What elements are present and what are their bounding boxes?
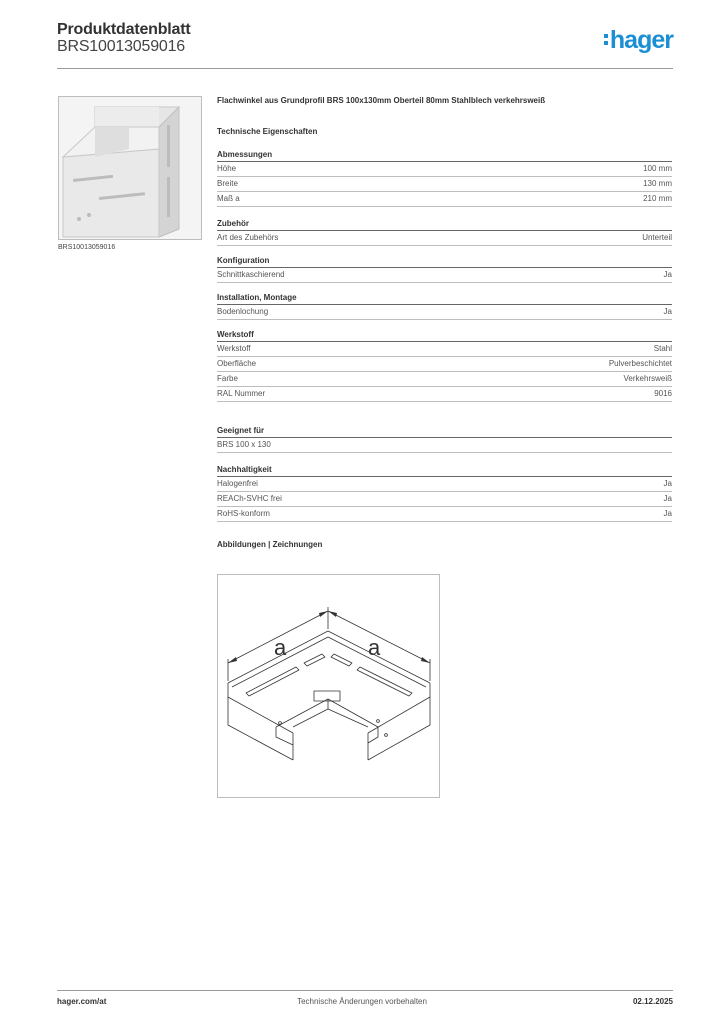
row-value: 9016 bbox=[654, 389, 672, 398]
row-label: Schnittkaschierend bbox=[217, 270, 285, 279]
dimension-label-left: a bbox=[274, 635, 287, 660]
table-row bbox=[217, 372, 672, 387]
row-label: Art des Zubehörs bbox=[217, 233, 279, 242]
dimension-label-right: a bbox=[368, 635, 381, 660]
technical-properties-title: Technische Eigenschaften bbox=[217, 127, 318, 136]
row-value: Unterteil bbox=[642, 233, 672, 242]
header-divider bbox=[57, 68, 673, 69]
technical-drawing bbox=[217, 574, 440, 798]
row-label: Bodenlochung bbox=[217, 307, 269, 316]
row-value: Verkehrsweiß bbox=[623, 374, 672, 383]
table-row bbox=[217, 357, 672, 372]
section-abmessungen bbox=[217, 150, 672, 207]
row-label: BRS 100 x 130 bbox=[217, 440, 271, 449]
hager-logo[interactable] bbox=[604, 28, 673, 53]
row-label: Höhe bbox=[217, 164, 237, 173]
table-row bbox=[217, 231, 672, 246]
row-label: Farbe bbox=[217, 374, 238, 383]
row-value: Pulverbeschichtet bbox=[608, 359, 672, 368]
section-title: Installation, Montage bbox=[217, 293, 672, 305]
footer-divider bbox=[57, 990, 673, 991]
row-value: Ja bbox=[663, 307, 672, 316]
row-label: Breite bbox=[217, 179, 238, 188]
footer-website-link[interactable]: hager.com/at bbox=[57, 997, 107, 1006]
row-value: 210 mm bbox=[643, 194, 672, 203]
table-row bbox=[217, 177, 672, 192]
row-value: 100 mm bbox=[643, 164, 672, 173]
section-title: Nachhaltigkeit bbox=[217, 465, 672, 477]
drawings-title: Abbildungen | Zeichnungen bbox=[217, 540, 323, 549]
page-title: Produktdatenblatt bbox=[57, 21, 191, 38]
product-description: Flachwinkel aus Grundprofil BRS 100x130mm Oberteil 80mm Stahlblech verkehrsweiß bbox=[217, 96, 546, 105]
logo-dots-icon bbox=[604, 31, 608, 48]
table-row bbox=[217, 342, 672, 357]
table-row bbox=[217, 507, 672, 522]
row-label: Halogenfrei bbox=[217, 479, 258, 488]
product-image-caption: BRS10013059016 bbox=[58, 244, 116, 251]
section-title: Werkstoff bbox=[217, 330, 672, 342]
article-number: BRS10013059016 bbox=[57, 38, 185, 55]
section-geeignet bbox=[217, 426, 672, 453]
section-zubehoer bbox=[217, 219, 672, 246]
section-title: Konfiguration bbox=[217, 256, 672, 268]
table-row bbox=[217, 268, 672, 283]
section-werkstoff bbox=[217, 330, 672, 402]
section-title: Geeignet für bbox=[217, 426, 672, 438]
flat-angle-product-icon bbox=[59, 97, 201, 239]
row-value: Ja bbox=[663, 494, 672, 503]
section-nachhaltigkeit bbox=[217, 465, 672, 522]
table-row bbox=[217, 162, 672, 177]
flat-angle-drawing-icon bbox=[218, 575, 439, 797]
row-label: Oberfläche bbox=[217, 359, 257, 368]
row-value: Ja bbox=[663, 509, 672, 518]
table-row bbox=[217, 477, 672, 492]
section-title: Abmessungen bbox=[217, 150, 672, 162]
section-installation bbox=[217, 293, 672, 320]
table-row bbox=[217, 305, 672, 320]
table-row bbox=[217, 387, 672, 402]
row-value: Ja bbox=[663, 270, 672, 279]
section-title: Zubehör bbox=[217, 219, 672, 231]
row-label: RAL Nummer bbox=[217, 389, 266, 398]
product-image bbox=[58, 96, 202, 240]
product-details bbox=[217, 96, 672, 549]
row-value: 130 mm bbox=[643, 179, 672, 188]
row-label: Werkstoff bbox=[217, 344, 251, 353]
footer-date: 02.12.2025 bbox=[632, 997, 673, 1006]
section-konfiguration bbox=[217, 256, 672, 283]
table-row bbox=[217, 192, 672, 207]
logo-text: hager bbox=[609, 26, 673, 54]
row-label: RoHS-konform bbox=[217, 509, 270, 518]
row-value: Stahl bbox=[653, 344, 672, 353]
row-value: Ja bbox=[663, 479, 672, 488]
footer-note: Technische Änderungen vorbehalten bbox=[297, 997, 427, 1006]
row-label: REACh-SVHC frei bbox=[217, 494, 282, 503]
table-row bbox=[217, 492, 672, 507]
table-row bbox=[217, 438, 672, 453]
row-label: Maß a bbox=[217, 194, 240, 203]
